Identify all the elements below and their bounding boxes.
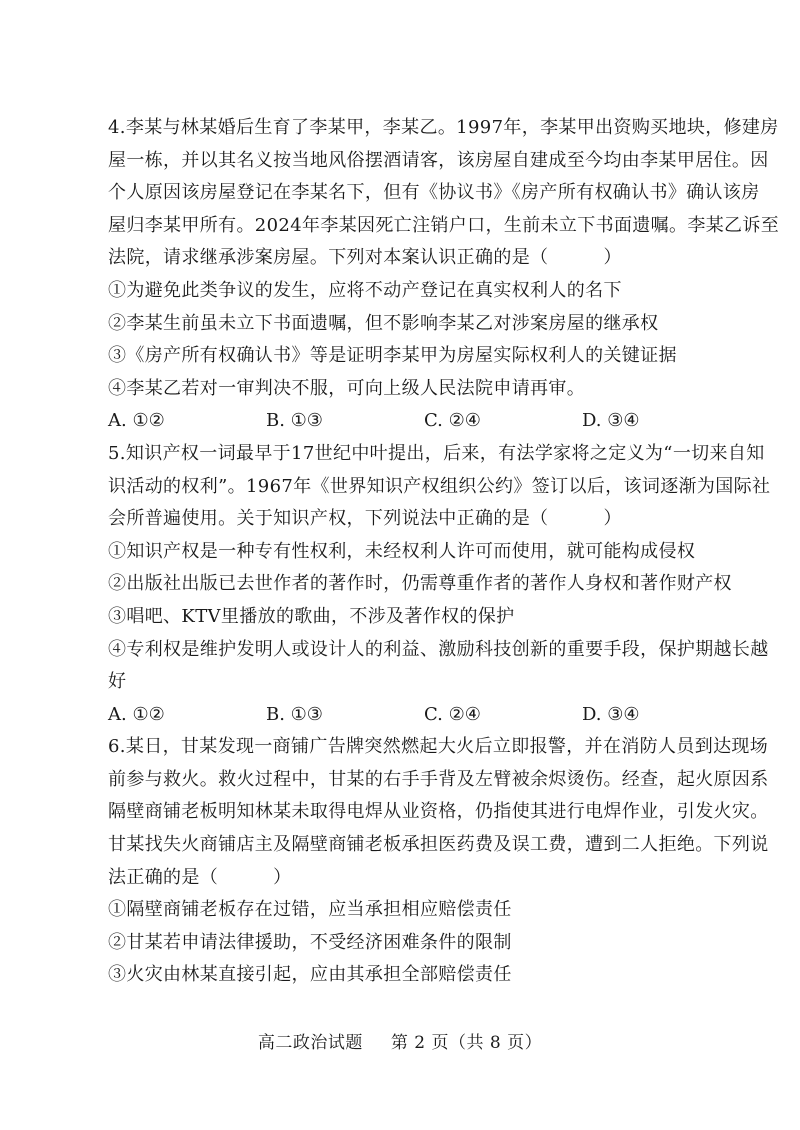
- statement-item: ②李某生前虽未立下书面遗嘱，但不影响李某乙对涉案房屋的继承权: [108, 312, 659, 334]
- question-5: [108, 438, 771, 731]
- option-d: D. ③④: [582, 410, 640, 432]
- question-stem-line: 5.知识产权一词最早于17世纪中叶提出，后来，有法学家将之定义为“一切来自知: [108, 442, 765, 464]
- question-stem-line: 6.某日，甘某发现一商铺广告牌突然燃起大火后立即报警，并在消防人员到达现场: [108, 736, 769, 758]
- question-stem-line: 4.李某与林某婚后生育了李某甲，李某乙。1997年，李某甲出资购买地块，修建房: [108, 117, 779, 138]
- statement-item: ③唱吧、KTV里播放的歌曲，不涉及著作权的保护: [108, 605, 515, 627]
- option-c: C. ②④: [424, 703, 481, 725]
- option-a: A. ①②: [108, 703, 165, 725]
- statement-item: ③火灾由林某直接引起，应由其承担全部赔偿责任: [108, 964, 512, 986]
- question-4: [108, 112, 780, 438]
- statement-item: 好: [108, 671, 127, 693]
- footer-subject: 高二政治试题: [257, 1033, 363, 1053]
- statement-item: ②出版社出版已去世作者的著作时，仍需尊重作者的著作人身权和著作财产权: [108, 573, 732, 595]
- question-stem-line: 前参与救火。救火过程中，甘某的右手手背及左臂被余烬烫伤。经查，起火原因系: [108, 768, 769, 790]
- question-stem-line: 隔壁商铺老板明知林某未取得电焊从业资格，仍指使其进行电焊作业，引发火灾。: [108, 801, 769, 823]
- statement-item: ①隔壁商铺老板存在过错，应当承担相应赔偿责任: [108, 899, 512, 921]
- question-6: [108, 731, 769, 992]
- option-b: B. ①③: [266, 703, 323, 725]
- question-stem-line: 屋归李某甲所有。2024年李某因死亡注销户口，生前未立下书面遗嘱。李某乙诉至: [108, 214, 780, 236]
- statement-item: ④专利权是维护发明人或设计人的利益、激励科技创新的重要手段，保护期越长越: [108, 638, 769, 660]
- option-d: D. ③④: [582, 703, 640, 725]
- footer-page-number: 第 2 页（共 8 页）: [390, 1033, 543, 1053]
- question-stem-line: 法正确的是（ ）: [108, 866, 292, 888]
- question-stem-line: 法院，请求继承涉案房屋。下列对本案认识正确的是（ ）: [108, 247, 622, 269]
- option-c: C. ②④: [424, 410, 481, 432]
- page-footer: [0, 1028, 800, 1053]
- statement-item: ③《房产所有权确认书》等是证明李某甲为房屋实际权利人的关键证据: [108, 345, 677, 367]
- question-stem-line: 识活动的权利”。1967年《世界知识产权组织公约》签订以后，该词逐渐为国际社: [108, 475, 771, 497]
- statement-item: ②甘某若申请法律援助，不受经济困难条件的限制: [108, 931, 512, 953]
- statement-item: ①知识产权是一种专有性权利，未经权利人许可而使用，就可能构成侵权: [108, 540, 696, 562]
- question-stem-line: 会所普遍使用。关于知识产权，下列说法中正确的是（ ）: [108, 508, 622, 530]
- question-stem-line: 屋一栋，并以其名义按当地风俗摆酒请客，该房屋自建成至今均由李某甲居住。因: [108, 149, 769, 171]
- question-stem-line: 个人原因该房屋登记在李某名下，但有《协议书》《房产所有权确认书》确认该房: [108, 182, 760, 204]
- page-content: [108, 112, 780, 992]
- statement-item: ④李某乙若对一审判决不服，可向上级人民法院申请再审。: [108, 377, 586, 399]
- answer-options: [108, 405, 696, 438]
- option-b: B. ①③: [266, 410, 323, 432]
- option-a: A. ①②: [108, 410, 165, 432]
- statement-item: ①为避免此类争议的发生，应将不动产登记在真实权利人的名下: [108, 279, 622, 301]
- question-stem-line: 甘某找失火商铺店主及隔壁商铺老板承担医药费及误工费，遭到二人拒绝。下列说: [108, 834, 769, 856]
- answer-options: [108, 699, 696, 732]
